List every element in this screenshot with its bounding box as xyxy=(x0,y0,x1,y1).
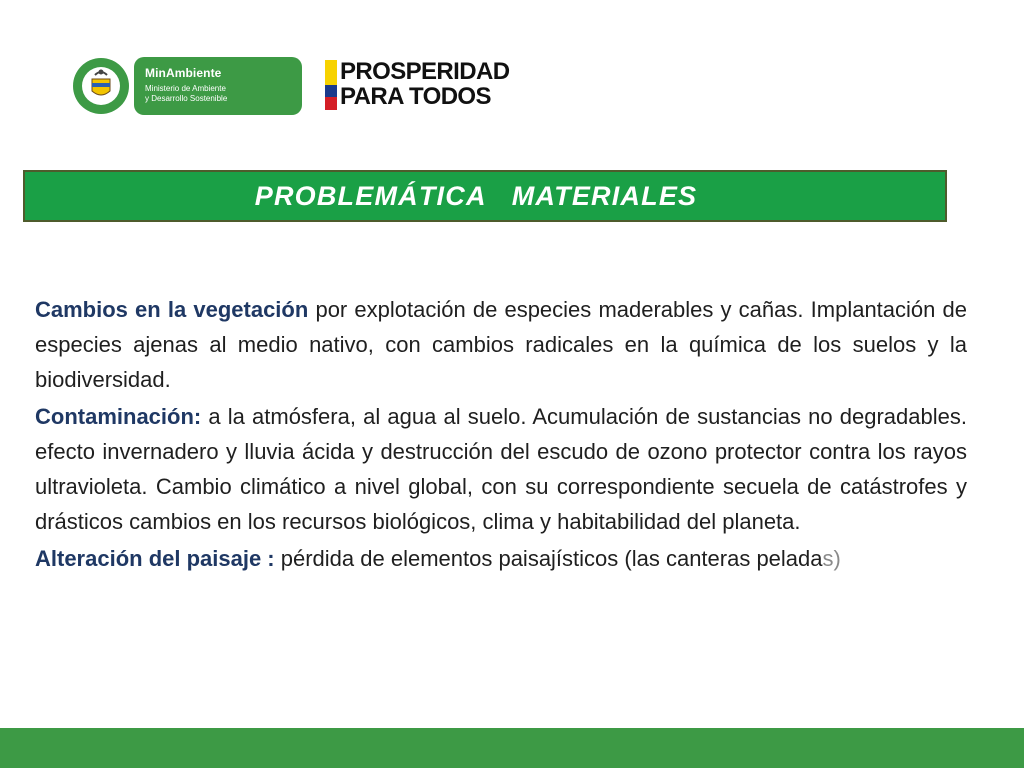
paragraph-text: pérdida de elementos paisajísticos (las canteras pelada xyxy=(274,546,823,571)
minambiente-subtitle xyxy=(145,84,255,104)
paragraph-lead: Alteración del paisaje : xyxy=(35,546,275,571)
minambiente-logo xyxy=(134,57,302,115)
paragraph-vegetacion xyxy=(35,292,967,397)
title-banner xyxy=(23,170,947,222)
paragraph-tail: s) xyxy=(822,546,841,571)
paragraph-lead: Contaminación: xyxy=(35,404,202,429)
minambiente-subtitle-line1: Ministerio de Ambiente xyxy=(145,84,226,93)
prosperidad-text xyxy=(340,59,509,109)
slide-title: PROBLEMÁTICA MATERIALES xyxy=(254,180,698,211)
prosperidad-line2: PARA TODOS xyxy=(340,83,491,110)
paragraph-text: a la atmósfera, al agua al suelo. Acumulación de sustancias no degradables. efecto invernadero y lluvia ácida y destrucción del escudo de ozono protector contra los rayos ultravioleta. Cambio climático a nivel global, con su correspondiente secuela de catástrofes y drásticos cambios en los recursos biológicos, clima y habitabilidad del planeta. xyxy=(35,404,967,534)
paragraph-lead: Cambios en la vegetación xyxy=(35,297,309,322)
paragraph-text: por explotación de especies maderables y cañas. Implantación de especies ajenas al medio nativo, con cambios radicales en la química de los suelos y la biodiversidad. xyxy=(35,297,968,392)
slide-body xyxy=(35,292,967,578)
paragraph-contaminacion xyxy=(35,399,967,539)
minambiente-subtitle-line2: y Desarrollo Sostenible xyxy=(145,94,228,103)
prosperidad-line1: PROSPERIDAD xyxy=(340,58,510,85)
colombia-flag-icon xyxy=(325,60,337,110)
minambiente-title: MinAmbiente xyxy=(145,66,222,80)
footer-bar xyxy=(0,728,1024,768)
colombia-seal-logo xyxy=(70,57,132,115)
paragraph-paisaje xyxy=(35,541,967,576)
